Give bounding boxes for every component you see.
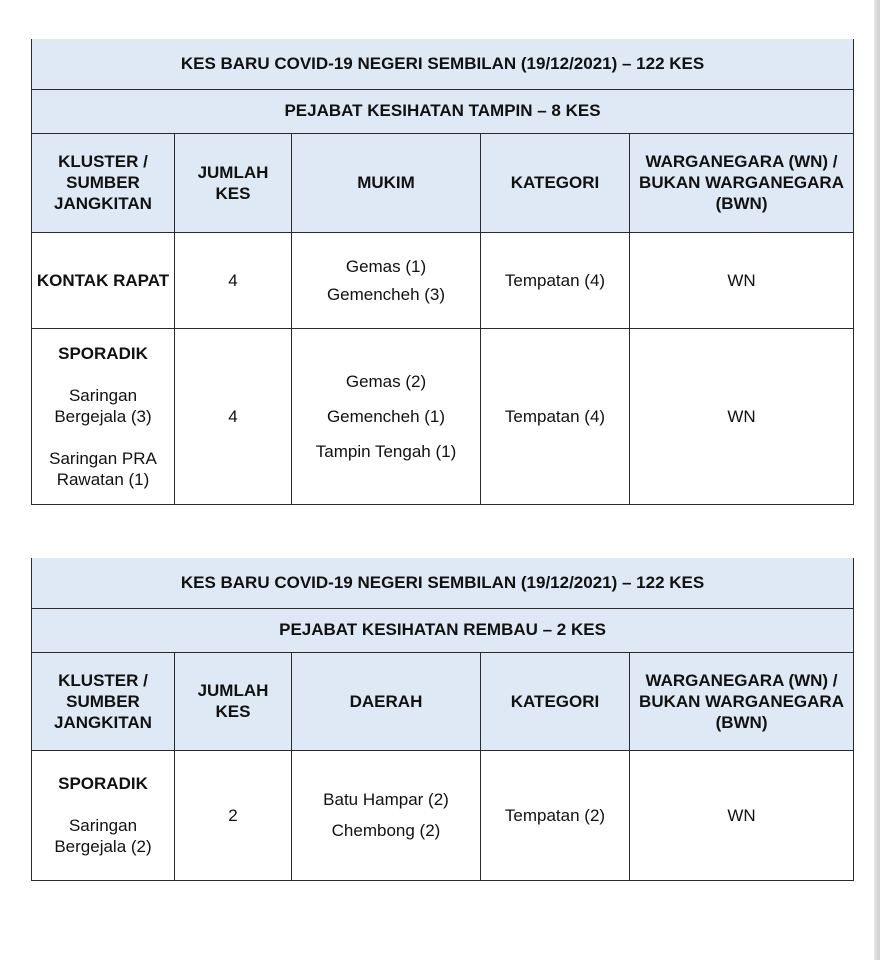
cluster-detail: Saringan Bergejala (3) — [54, 385, 152, 426]
header-cluster: KLUSTER / SUMBER JANGKITAN — [32, 652, 175, 750]
page-edge — [874, 0, 880, 960]
citizenship-cell: WN — [630, 750, 854, 880]
mukim-cell — [292, 232, 481, 328]
header-category: KATEGORI — [481, 652, 630, 750]
mukim-item: Gemencheh (1) — [326, 406, 446, 426]
cluster-cell — [32, 232, 175, 328]
header-citizenship: WARGANEGARA (WN) / BUKAN WARGANEGARA (BWN) — [630, 133, 854, 232]
header-category: KATEGORI — [481, 133, 630, 232]
daerah-cell — [292, 750, 481, 880]
office-title: PEJABAT KESIHATAN REMBAU – 2 KES — [32, 608, 854, 652]
header-mukim: MUKIM — [292, 133, 481, 232]
mukim-item: Gemas (1) — [345, 256, 427, 276]
header-cluster: KLUSTER / SUMBER JANGKITAN — [32, 133, 175, 232]
tampin-cases-table — [31, 39, 854, 505]
table-row — [32, 750, 854, 880]
citizenship-cell: WN — [630, 328, 854, 504]
cluster-name: SPORADIK — [58, 774, 148, 793]
citizenship-cell: WN — [630, 232, 854, 328]
mukim-item: Tampin Tengah (1) — [315, 441, 457, 461]
table-title: KES BARU COVID-19 NEGERI SEMBILAN (19/12/2021) – 122 KES — [32, 39, 854, 89]
header-daerah: DAERAH — [292, 652, 481, 750]
cluster-name: SPORADIK — [58, 343, 148, 363]
rembau-cases-table — [31, 558, 854, 881]
header-citizenship: WARGANEGARA (WN) / BUKAN WARGANEGARA (BWN) — [630, 652, 854, 750]
header-total: JUMLAH KES — [175, 652, 292, 750]
category-cell: Tempatan (4) — [481, 328, 630, 504]
table-row — [32, 232, 854, 328]
total-cell: 2 — [175, 750, 292, 880]
total-cell: 4 — [175, 328, 292, 504]
daerah-item: Chembong (2) — [331, 821, 441, 840]
daerah-item: Batu Hampar (2) — [323, 790, 449, 809]
table-row — [32, 328, 854, 504]
mukim-item: Gemas (2) — [345, 371, 427, 391]
cluster-detail: Saringan PRA Rawatan (1) — [49, 448, 157, 489]
cluster-cell — [32, 328, 175, 504]
mukim-item: Gemencheh (3) — [326, 284, 446, 304]
table-title: KES BARU COVID-19 NEGERI SEMBILAN (19/12/2021) – 122 KES — [32, 558, 854, 608]
cluster-name: KONTAK RAPAT — [36, 270, 170, 290]
cluster-cell — [32, 750, 175, 880]
category-cell: Tempatan (2) — [481, 750, 630, 880]
total-cell: 4 — [175, 232, 292, 328]
mukim-cell — [292, 328, 481, 504]
header-total: JUMLAH KES — [175, 133, 292, 232]
office-title: PEJABAT KESIHATAN TAMPIN – 8 KES — [32, 89, 854, 133]
category-cell: Tempatan (4) — [481, 232, 630, 328]
cluster-detail: Saringan Bergejala (2) — [54, 816, 152, 856]
